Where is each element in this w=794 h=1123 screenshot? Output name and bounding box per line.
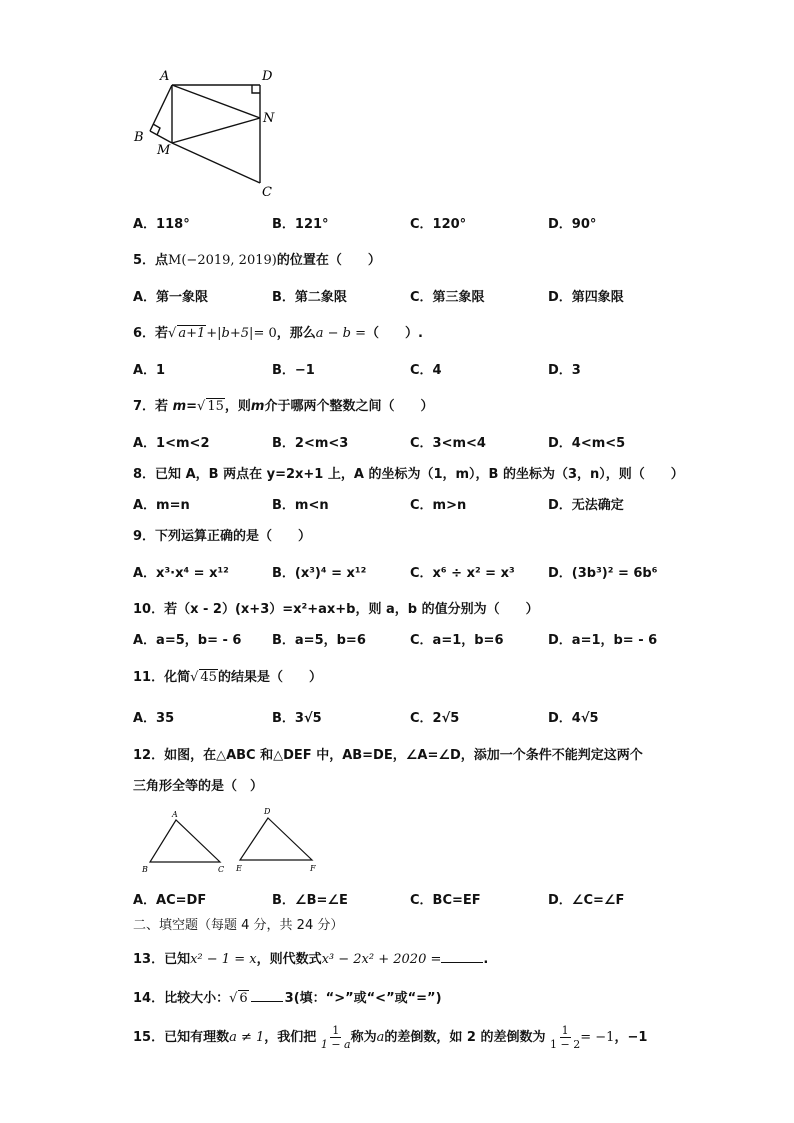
q5-stem: 5．点M(−2019, 2019)的位置在（ ）: [133, 253, 381, 268]
q6-option-d[interactable]: D．3: [548, 363, 581, 378]
q4-option-c[interactable]: C．120°: [410, 217, 467, 232]
q13-answer-blank[interactable]: [441, 962, 483, 963]
q11-option-d[interactable]: D．4√5: [548, 711, 599, 726]
tri-label-E: E: [236, 864, 242, 873]
q6-option-b[interactable]: B．−1: [272, 363, 315, 378]
label-N: N: [263, 111, 275, 126]
q9-option-a[interactable]: A．x³·x⁴ = x¹²: [133, 566, 229, 581]
q12-stem-line1: 12．如图，在△ABC 和△DEF 中，AB=DE，∠A=∠D，添加一个条件不能判定这两个: [133, 748, 643, 763]
q5-option-d[interactable]: D．第四象限: [548, 290, 624, 305]
q15-fraction-2: $\frac{1}{1 - 2}$: [550, 1024, 581, 1051]
q10-option-b[interactable]: B．a=5，b=6: [272, 633, 366, 648]
section-heading: 二、填空题（每题 4 分，共 24 分）: [133, 918, 344, 933]
q6-option-a[interactable]: A．1: [133, 363, 166, 378]
q9-option-b[interactable]: B．(x³)⁴ = x¹²: [272, 566, 367, 581]
q4-option-d[interactable]: D．90°: [548, 217, 597, 232]
label-A: A: [160, 69, 170, 84]
q4-option-b[interactable]: B．121°: [272, 217, 329, 232]
label-C: C: [262, 185, 272, 200]
q4-option-a[interactable]: A．118°: [133, 217, 190, 232]
q6-option-c[interactable]: C．4: [410, 363, 442, 378]
tri-label-D: D: [264, 807, 271, 816]
q12-option-b[interactable]: B．∠B=∠E: [272, 893, 348, 908]
q15-fraction: $\frac{1}{1 - a}$: [320, 1024, 351, 1051]
q9-stem: 9．下列运算正确的是（ ）: [133, 529, 312, 544]
q12-stem-line2: 三角形全等的是（ ）: [133, 779, 264, 794]
label-D: D: [262, 69, 273, 84]
q12-option-a[interactable]: A．AC=DF: [133, 893, 207, 908]
q14-stem: 14．比较大小：√ 6 3(填：“>”或“<”或“=”): [133, 991, 442, 1006]
q11-stem: 11．化简√ 45的结果是（ ）: [133, 670, 322, 685]
q15-stem: 15．已知有理数a ≠ 1，我们把 $\frac{1}{1 - a}$ 称为a的差倒数，如 2 的差倒数为 $\frac{1}{1 - 2}$ = −1，−1: [133, 1024, 648, 1051]
q5-option-c[interactable]: C．第三象限: [410, 290, 485, 305]
q6-stem: 6．若√ a+1+|b+5|= 0，那么a − b =（ ）.: [133, 326, 423, 341]
q12-option-d[interactable]: D．∠C=∠F: [548, 893, 625, 908]
q5-option-b[interactable]: B．第二象限: [272, 290, 347, 305]
q10-stem: 10．若（x - 2）(x+3）=x²+ax+b，则 a，b 的值分别为（ ）: [133, 602, 539, 617]
q8-stem: 8．已知 A，B 两点在 y=2x+1 上，A 的坐标为（1，m），B 的坐标为（3，n），则（ ）: [133, 467, 684, 482]
q8-option-c[interactable]: C．m>n: [410, 498, 467, 513]
q14-answer-blank[interactable]: [251, 1001, 283, 1002]
q7-option-a[interactable]: A．1<m<2: [133, 436, 210, 451]
q7-stem: 7．若 m=√ 15，则m介于哪两个整数之间（ ）: [133, 399, 434, 414]
q10-option-a[interactable]: A．a=5，b= - 6: [133, 633, 242, 648]
q5-option-a[interactable]: A．第一象限: [133, 290, 209, 305]
q13-stem: 13．已知x² − 1 = x，则代数式x³ − 2x² + 2020 = .: [133, 952, 489, 967]
q8-option-d[interactable]: D．无法确定: [548, 498, 624, 513]
q7-option-d[interactable]: D．4<m<5: [548, 436, 626, 451]
tri-label-F: F: [310, 864, 316, 873]
q11-option-a[interactable]: A．35: [133, 711, 175, 726]
q12-option-c[interactable]: C．BC=EF: [410, 893, 481, 908]
q10-option-c[interactable]: C．a=1，b=6: [410, 633, 504, 648]
tri-label-A: A: [172, 810, 178, 819]
q10-option-d[interactable]: D．a=1，b= - 6: [548, 633, 658, 648]
q9-option-d[interactable]: D．(3b³)² = 6b⁶: [548, 566, 658, 581]
tri-label-B: B: [142, 865, 148, 874]
tri-label-C: C: [218, 865, 225, 874]
label-M: M: [157, 143, 171, 158]
label-B: B: [134, 130, 144, 145]
q11-option-c[interactable]: C．2√5: [410, 711, 460, 726]
q7-option-b[interactable]: B．2<m<3: [272, 436, 349, 451]
q7-option-c[interactable]: C．3<m<4: [410, 436, 486, 451]
q8-option-a[interactable]: A．m=n: [133, 498, 190, 513]
q11-option-b[interactable]: B．3√5: [272, 711, 322, 726]
q8-option-b[interactable]: B．m<n: [272, 498, 329, 513]
q9-option-c[interactable]: C．x⁶ ÷ x² = x³: [410, 566, 515, 581]
